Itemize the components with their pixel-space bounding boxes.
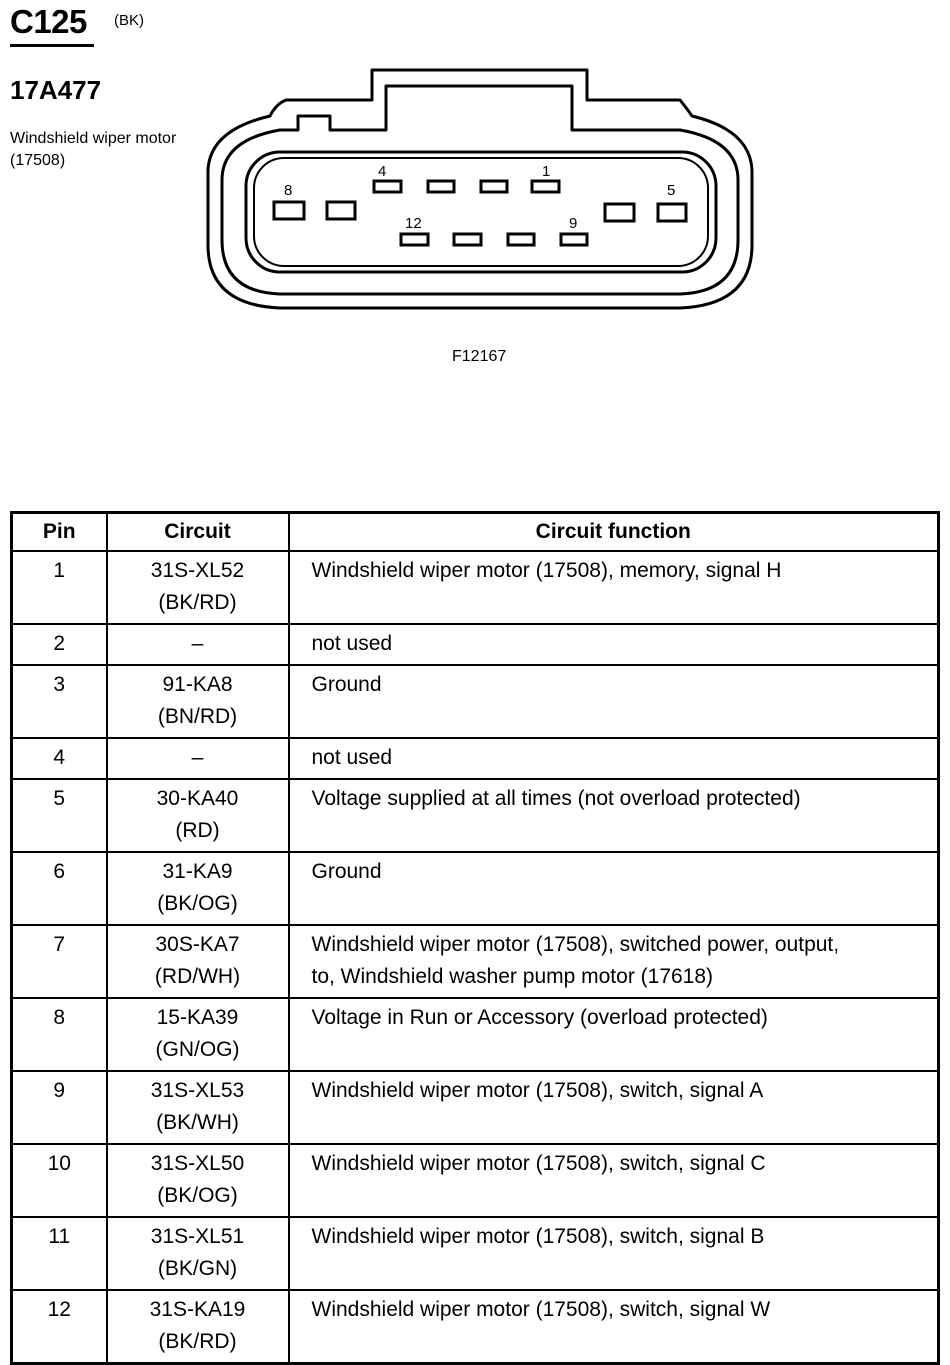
function-line: to, Windshield washer pump motor (17618) xyxy=(311,965,714,988)
terminal-cavity xyxy=(327,202,355,219)
table-row xyxy=(12,738,939,779)
wire-color: (BK/GN) xyxy=(157,1257,238,1280)
terminal-cavity xyxy=(374,181,401,192)
circuit-code: 30-KA40 xyxy=(156,787,239,810)
pin-number: 8 xyxy=(12,998,107,1071)
connector-id: C125 xyxy=(10,3,87,40)
wire-color: (RD/WH) xyxy=(154,965,241,988)
table-row xyxy=(12,1290,939,1364)
wire-color: (GN/OG) xyxy=(155,1038,240,1061)
circuit-cell xyxy=(107,551,289,624)
connector-insert xyxy=(246,152,716,272)
circuit-function xyxy=(289,1217,939,1290)
pin-number: 6 xyxy=(12,852,107,925)
table-row xyxy=(12,1144,939,1217)
table-row xyxy=(12,852,939,925)
circuit-code: 30S-KA7 xyxy=(155,933,240,956)
circuit-function xyxy=(289,624,939,665)
wire-color: (BK/WH) xyxy=(156,1111,239,1134)
circuit-cell xyxy=(107,665,289,738)
circuit-code: 31S-XL53 xyxy=(150,1079,245,1102)
circuit-function xyxy=(289,925,939,998)
pin-number: 12 xyxy=(12,1290,107,1364)
terminal-cavity xyxy=(532,181,559,192)
table-header-row xyxy=(12,513,939,552)
circuit-function xyxy=(289,779,939,852)
pin-label: 9 xyxy=(569,215,578,232)
circuit-code: 31S-XL52 xyxy=(150,559,245,582)
wire-color: (BK/OG) xyxy=(157,1184,238,1207)
pin-number: 5 xyxy=(12,779,107,852)
pin-table xyxy=(10,511,940,1365)
circuit-code: – xyxy=(191,632,204,655)
circuit-function xyxy=(289,1290,939,1364)
terminal-cavity xyxy=(481,181,507,192)
terminal-cavity xyxy=(428,181,454,192)
circuit-code: – xyxy=(191,746,204,769)
pin-number: 11 xyxy=(12,1217,107,1290)
circuit-function xyxy=(289,1071,939,1144)
header-pin: Pin xyxy=(12,513,107,552)
pin-label: 4 xyxy=(378,163,387,180)
function-line: Windshield wiper motor (17508), switched power, output, xyxy=(311,933,840,956)
wire-color: (BN/RD) xyxy=(157,705,238,728)
circuit-cell xyxy=(107,925,289,998)
table-row xyxy=(12,551,939,624)
circuit-cell xyxy=(107,779,289,852)
circuit-code: 31S-KA19 xyxy=(149,1298,246,1321)
terminal-cavity xyxy=(274,202,304,219)
part-number: 17A477 xyxy=(10,75,102,105)
function-line: Voltage supplied at all times (not overload protected) xyxy=(311,787,801,810)
pin-number: 10 xyxy=(12,1144,107,1217)
function-line: not used xyxy=(311,632,393,655)
header-circuit: Circuit xyxy=(107,513,289,552)
circuit-cell xyxy=(107,852,289,925)
circuit-function xyxy=(289,852,939,925)
table-row xyxy=(12,665,939,738)
terminal-cavity xyxy=(508,234,534,245)
circuit-function xyxy=(289,1144,939,1217)
circuit-cell xyxy=(107,1071,289,1144)
pin-number: 9 xyxy=(12,1071,107,1144)
function-line: Windshield wiper motor (17508), switch, signal A xyxy=(311,1079,764,1102)
circuit-cell xyxy=(107,1290,289,1364)
terminal-cavity xyxy=(454,234,481,245)
wire-color: (BK/RD) xyxy=(158,591,237,614)
pin-label: 8 xyxy=(284,182,293,199)
function-line: Windshield wiper motor (17508), switch, signal B xyxy=(311,1225,765,1248)
connector-color-code: (BK) xyxy=(114,12,144,29)
circuit-code: 31S-XL51 xyxy=(150,1225,245,1248)
pin-label: 5 xyxy=(667,182,676,199)
pin-number: 1 xyxy=(12,551,107,624)
terminal-cavity xyxy=(561,234,587,245)
table-row xyxy=(12,624,939,665)
circuit-code: 31-KA9 xyxy=(162,860,233,883)
circuit-cell xyxy=(107,998,289,1071)
circuit-cell xyxy=(107,1217,289,1290)
function-line: not used xyxy=(311,746,393,769)
function-line: Voltage in Run or Accessory (overload protected) xyxy=(311,1006,768,1029)
circuit-function xyxy=(289,998,939,1071)
wire-color: (BK/RD) xyxy=(158,1330,237,1353)
pin-number: 3 xyxy=(12,665,107,738)
table-row xyxy=(12,998,939,1071)
circuit-code: 31S-XL50 xyxy=(150,1152,245,1175)
terminal-cavity xyxy=(401,234,428,245)
pin-label: 12 xyxy=(405,215,422,232)
circuit-cell xyxy=(107,1144,289,1217)
connector-insert-inner xyxy=(254,158,708,266)
terminal-cavity xyxy=(658,204,686,221)
wire-color: (RD) xyxy=(175,819,220,842)
pin-label: 1 xyxy=(542,163,551,180)
circuit-function xyxy=(289,551,939,624)
table-row xyxy=(12,1071,939,1144)
circuit-code: 91-KA8 xyxy=(162,673,233,696)
circuit-function xyxy=(289,738,939,779)
circuit-cell xyxy=(107,624,289,665)
circuit-function xyxy=(289,665,939,738)
pin-number: 2 xyxy=(12,624,107,665)
circuit-cell xyxy=(107,738,289,779)
table-row xyxy=(12,779,939,852)
wire-color: (BK/OG) xyxy=(157,892,238,915)
function-line: Windshield wiper motor (17508), switch, signal W xyxy=(311,1298,771,1321)
figure-id: F12167 xyxy=(452,348,507,365)
function-line: Ground xyxy=(311,860,382,883)
component-name: Windshield wiper motor (17508) xyxy=(10,130,177,169)
function-line: Windshield wiper motor (17508), memory, signal H xyxy=(311,559,782,582)
function-line: Windshield wiper motor (17508), switch, signal C xyxy=(311,1152,766,1175)
pin-number: 7 xyxy=(12,925,107,998)
pin-number: 4 xyxy=(12,738,107,779)
header-function: Circuit function xyxy=(289,513,939,552)
circuit-code: 15-KA39 xyxy=(156,1006,239,1029)
table-row xyxy=(12,925,939,998)
function-line: Ground xyxy=(311,673,382,696)
table-row xyxy=(12,1217,939,1290)
terminal-cavity xyxy=(605,204,634,221)
